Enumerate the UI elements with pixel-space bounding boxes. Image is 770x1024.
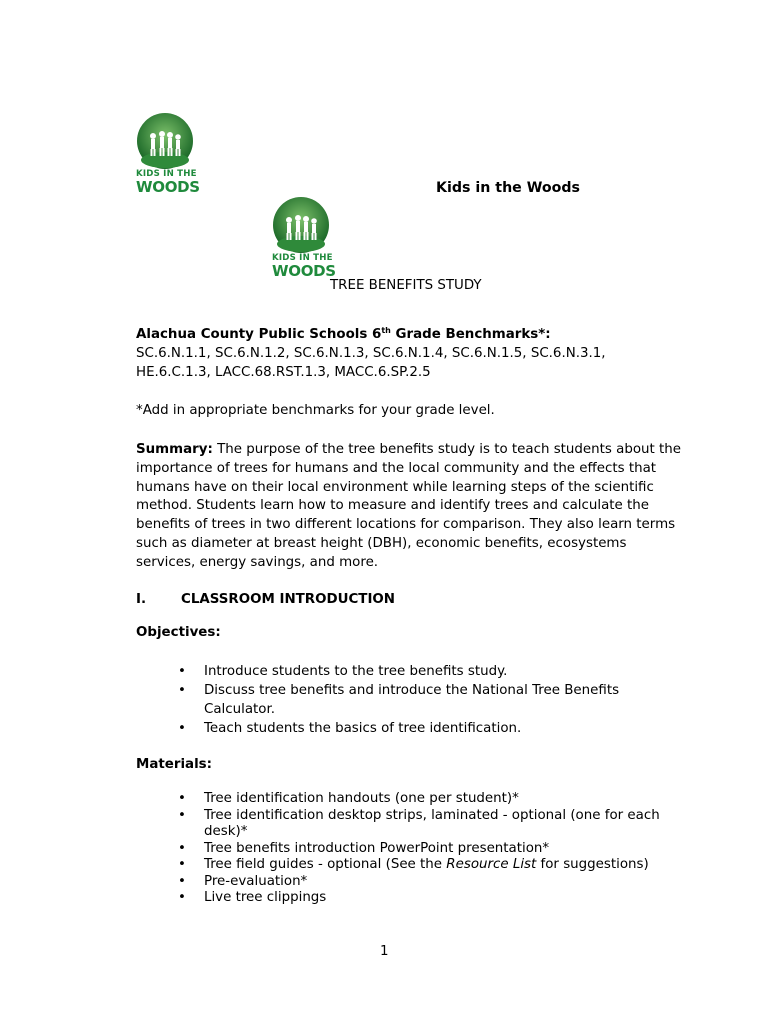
logo-line-1: KIDS IN THE: [136, 169, 197, 179]
forest-kids-emblem-icon: [136, 112, 194, 170]
benchmarks-heading: [136, 326, 684, 345]
logo-line-1: KIDS IN THE: [272, 253, 333, 263]
materials-list: [176, 791, 686, 907]
benchmarks-heading-post: Grade Benchmarks*:: [390, 327, 551, 342]
benchmarks-block: [136, 326, 684, 382]
logo-line-2: WOODS: [136, 177, 200, 196]
document-subtitle: TREE BENEFITS STUDY: [330, 278, 482, 293]
kids-in-the-woods-logo: [136, 112, 198, 198]
logo-line-2: WOODS: [272, 261, 336, 280]
list-item: • Introduce students to the tree benefits study.: [176, 662, 686, 681]
summary-paragraph: [136, 441, 684, 573]
kids-in-the-woods-logo-secondary: [272, 196, 334, 282]
summary-text: The purpose of the tree benefits study is to teach students about the importance of trees for humans and the local community and the effects that humans have on their local environment while learning steps of the scientific method. Students learn how to measure and identify trees and calculate the benefits of trees in two different locations for comparison. They also learn terms such as diameter at breast height (DBH), economic benefits, ecosystems services, energy savings, and more.: [136, 442, 681, 570]
resource-list-reference: Resource List: [446, 857, 537, 872]
field-guides-pre: Tree field guides - optional (See the: [204, 857, 447, 872]
section-number: I.: [136, 592, 147, 607]
list-item: [176, 857, 686, 874]
document-title: Kids in the Woods: [436, 180, 580, 196]
benchmarks-codes: SC.6.N.1.1, SC.6.N.1.2, SC.6.N.1.3, SC.6.N.1.4, SC.6.N.1.5, SC.6.N.3.1, HE.6.C.1.3, LACC.68.RST.1.3, MACC.6.SP.2.5: [136, 345, 606, 380]
benchmarks-heading-sup: th: [381, 326, 391, 335]
list-item: • Tree identification handouts (one per student)*: [176, 791, 686, 808]
list-item: • Live tree clippings: [176, 890, 686, 907]
objectives-list: [176, 662, 686, 738]
forest-kids-emblem-icon: [272, 196, 330, 254]
objectives-heading: Objectives:: [136, 625, 221, 640]
list-item: • Discuss tree benefits and introduce the National Tree Benefits Calculator.: [176, 681, 686, 719]
list-item: • Tree identification desktop strips, laminated - optional (one for each desk)*: [176, 808, 686, 841]
list-item: • Tree benefits introduction PowerPoint presentation*: [176, 841, 686, 858]
logo-wordmark: [272, 254, 334, 279]
section-title: CLASSROOM INTRODUCTION: [181, 592, 396, 607]
materials-heading: Materials:: [136, 757, 212, 772]
logo-wordmark: [136, 170, 198, 195]
field-guides-post: for suggestions): [536, 857, 649, 872]
benchmarks-note: *Add in appropriate benchmarks for your grade level.: [136, 403, 495, 418]
list-item: • Pre-evaluation*: [176, 874, 686, 891]
benchmarks-heading-pre: Alachua County Public Schools 6: [136, 327, 382, 342]
summary-label: Summary:: [136, 442, 213, 457]
page-number: 1: [380, 944, 389, 959]
list-item: • Teach students the basics of tree identification.: [176, 719, 686, 738]
